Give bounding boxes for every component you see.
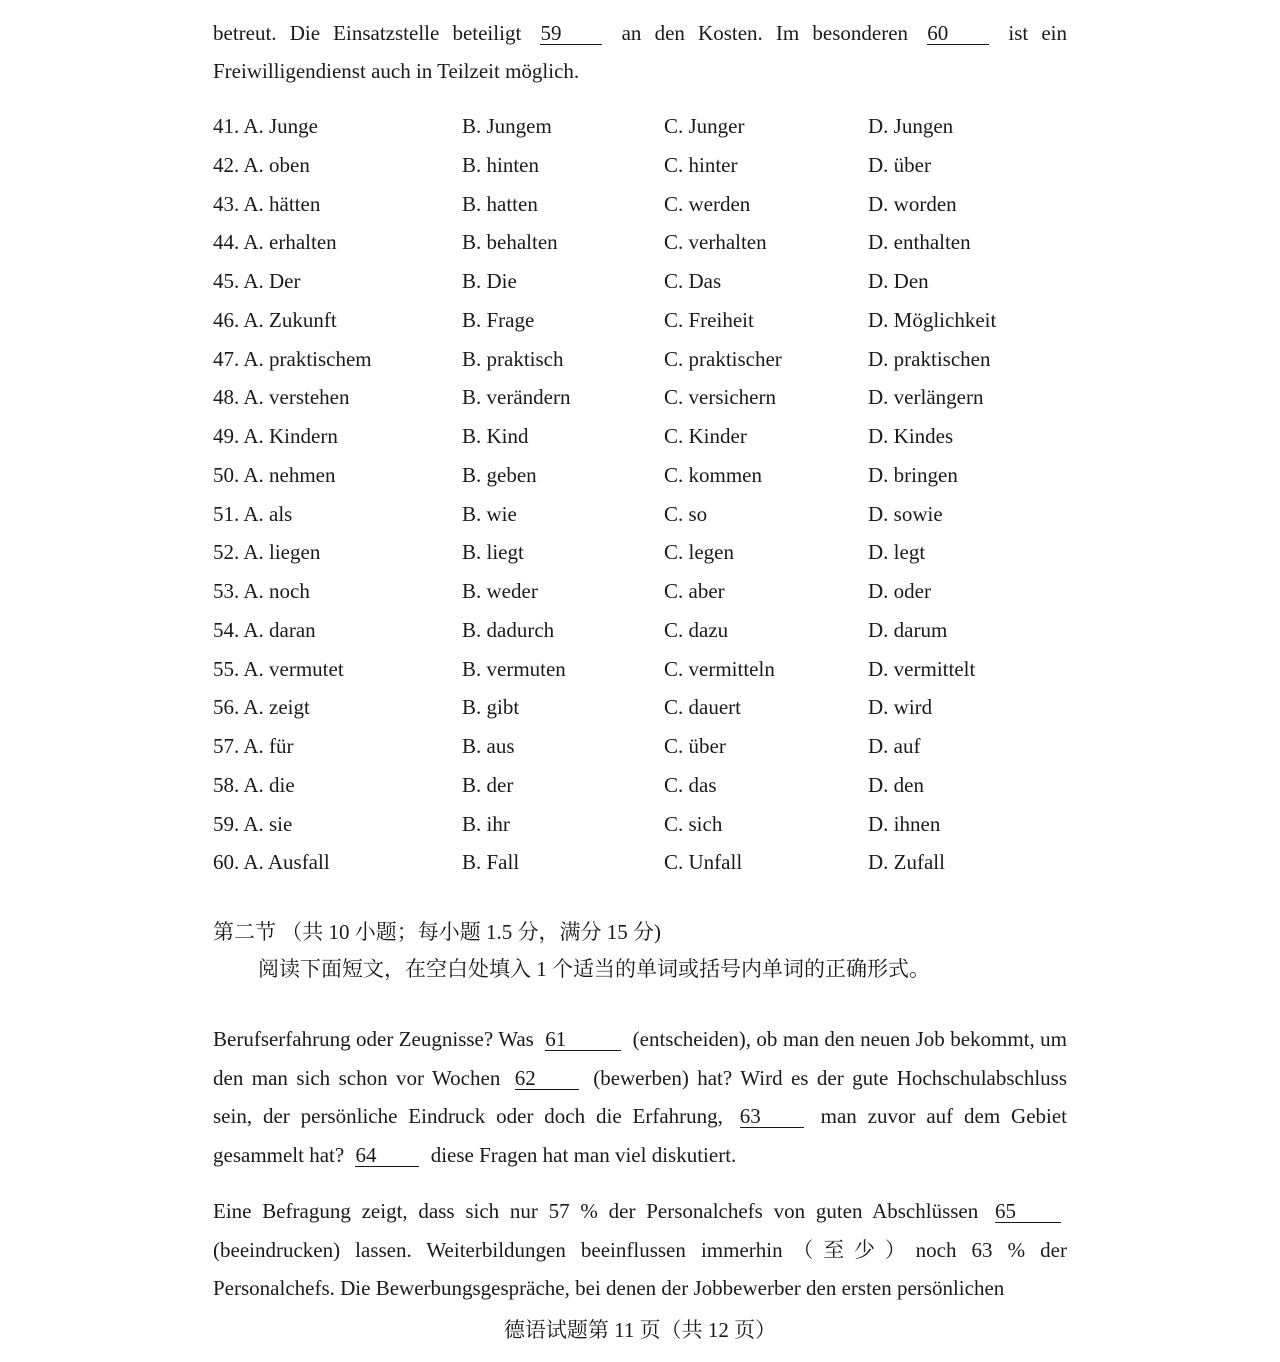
- option-a-text: A. praktischem: [243, 346, 372, 371]
- option-a-text: A. Der: [243, 269, 301, 293]
- option-a-text: A. oben: [243, 152, 310, 177]
- option-b: B. weder: [462, 579, 538, 603]
- option-b: B. geben: [462, 462, 537, 487]
- option-row: [213, 185, 1067, 224]
- option-d: D. legt: [868, 540, 926, 565]
- question-number: 51.: [213, 501, 240, 526]
- option-a-text: A. nehmen: [243, 462, 336, 487]
- question-number: 57.: [213, 734, 240, 758]
- option-row: [213, 456, 1067, 495]
- option-c: C. Unfall: [664, 850, 743, 875]
- option-row: [213, 223, 1067, 262]
- intro-paragraph: [213, 14, 1067, 53]
- option-d: D. den: [868, 772, 924, 797]
- option-a-text: A. sie: [243, 811, 293, 836]
- option-d: D. wird: [868, 695, 933, 720]
- question-number: 48.: [213, 385, 240, 410]
- section-instruction: 阅读下面短文，在空白处填入 1 个适当的单词或括号内单词的正确形式。: [258, 957, 930, 981]
- option-b: B. aus: [462, 734, 515, 758]
- option-row: [213, 611, 1067, 650]
- question-number: 44.: [213, 230, 240, 255]
- option-b: B. Fall: [462, 850, 520, 875]
- blank-61: 61: [545, 1028, 621, 1051]
- option-b: B. dadurch: [462, 617, 555, 642]
- question-number: 46.: [213, 307, 240, 332]
- option-a: [213, 805, 292, 844]
- option-row: [213, 378, 1067, 417]
- intro-text-1: betreut. Die Einsatzstelle beteiligt: [213, 21, 522, 45]
- option-b: B. liegt: [462, 540, 524, 565]
- question-number: 47.: [213, 346, 240, 371]
- option-b: B. hinten: [462, 152, 539, 177]
- option-a: [213, 611, 316, 650]
- option-c: C. dazu: [664, 617, 729, 642]
- option-a: [213, 223, 337, 262]
- option-a-text: A. die: [243, 772, 295, 797]
- option-b: B. der: [462, 772, 514, 797]
- option-b: B. vermuten: [462, 656, 566, 681]
- question-number: 49.: [213, 424, 240, 448]
- option-d: D. Zufall: [868, 850, 945, 875]
- passage1-text-2: (entscheiden), ob man den neuen Job bekommt, um den man sich schon vor Wochen: [213, 1027, 1068, 1090]
- option-row: [213, 495, 1067, 534]
- passage-paragraph-2: [213, 1192, 1067, 1308]
- option-row: [213, 417, 1067, 456]
- option-a: [213, 843, 330, 882]
- option-c: C. hinter: [664, 152, 738, 177]
- option-b: B. ihr: [462, 811, 510, 836]
- option-a: [213, 727, 294, 766]
- option-a-text: A. für: [243, 734, 294, 758]
- question-number: 54.: [213, 617, 240, 642]
- question-number: 42.: [213, 152, 240, 177]
- option-row: [213, 107, 1067, 146]
- option-d: D. Möglichkeit: [868, 307, 997, 332]
- option-a-text: A. erhalten: [243, 230, 337, 255]
- passage1-text-5: diese Fragen hat man viel diskutiert.: [430, 1143, 737, 1168]
- option-b: B. Kind: [462, 424, 529, 448]
- blank-63: 63: [740, 1105, 804, 1128]
- option-a: [213, 185, 320, 224]
- option-c: C. über: [664, 734, 726, 758]
- option-c: C. so: [664, 501, 708, 526]
- option-row: [213, 301, 1067, 340]
- blank-64: 64: [355, 1144, 419, 1167]
- option-d: D. worden: [868, 191, 957, 216]
- page-footer: 德语试题第 11 页（共 12 页）: [503, 1318, 777, 1342]
- options-list: [213, 107, 1067, 882]
- option-c: C. Freiheit: [664, 307, 754, 332]
- option-a-text: A. zeigt: [243, 695, 310, 720]
- option-d: D. sowie: [868, 501, 943, 526]
- option-a-text: A. vermutet: [243, 656, 344, 681]
- option-d: D. Den: [868, 269, 929, 293]
- question-number: 50.: [213, 462, 240, 487]
- option-a: [213, 650, 344, 689]
- passage-paragraph-1: [213, 1020, 1067, 1175]
- question-number: 45.: [213, 269, 240, 293]
- option-c: C. vermitteln: [664, 656, 775, 681]
- option-row: [213, 805, 1067, 844]
- option-row: [213, 843, 1067, 882]
- option-a: [213, 456, 336, 495]
- option-a: [213, 417, 338, 456]
- passage1-text-3: (bewerben) hat? Wird es der gute Hochschulabschluss sein, der persönliche Eindruck oder doch die Erfahrung,: [213, 1065, 1068, 1129]
- blank-59: 59: [540, 22, 602, 45]
- option-a: [213, 146, 310, 185]
- option-d: D. ihnen: [868, 811, 941, 836]
- option-c: C. werden: [664, 191, 751, 216]
- section-heading: 第二节 （共 10 小题；每小题 1.5 分，满分 15 分): [213, 920, 661, 944]
- option-c: C. das: [664, 772, 717, 797]
- option-b: B. Die: [462, 269, 517, 293]
- option-b: B. hatten: [462, 191, 538, 216]
- blank-60: 60: [927, 22, 989, 45]
- option-b: B. praktisch: [462, 346, 564, 371]
- question-number: 56.: [213, 695, 240, 720]
- option-d: D. auf: [868, 734, 921, 758]
- option-a-text: A. Ausfall: [243, 850, 330, 875]
- option-a: [213, 107, 318, 146]
- option-a-text: A. Zukunft: [243, 307, 337, 332]
- option-c: C. kommen: [664, 462, 762, 487]
- option-c: C. Junger: [664, 114, 745, 138]
- option-d: D. Jungen: [868, 114, 954, 138]
- option-c: C. versichern: [664, 385, 776, 410]
- intro-text-2: an den Kosten. Im besonderen: [621, 21, 909, 45]
- option-a: [213, 495, 292, 534]
- question-number: 53.: [213, 579, 240, 603]
- option-b: B. gibt: [462, 695, 520, 720]
- option-b: B. Jungem: [462, 114, 552, 138]
- option-d: D. darum: [868, 617, 948, 642]
- intro-text-3: ist ein: [1008, 21, 1068, 45]
- option-row: [213, 650, 1067, 689]
- option-d: D. enthalten: [868, 230, 971, 255]
- option-a-text: A. als: [243, 501, 293, 526]
- option-d: D. verlängern: [868, 385, 984, 410]
- option-row: [213, 572, 1067, 611]
- question-number: 59.: [213, 811, 240, 836]
- option-a: [213, 378, 349, 417]
- blank-62: 62: [515, 1067, 579, 1090]
- option-a: [213, 688, 310, 727]
- passage1-text-4: man zuvor auf dem Gebiet gesammelt hat?: [213, 1104, 1068, 1168]
- option-d: D. Kindes: [868, 424, 954, 448]
- intro-paragraph-line2: Freiwilligendienst auch in Teilzeit möglich.: [213, 59, 580, 83]
- option-d: D. bringen: [868, 462, 958, 487]
- option-c: C. sich: [664, 811, 723, 836]
- option-b: B. wie: [462, 501, 517, 526]
- option-d: D. praktischen: [868, 346, 991, 371]
- option-a: [213, 262, 301, 301]
- option-c: C. verhalten: [664, 230, 767, 255]
- question-number: 43.: [213, 191, 240, 216]
- option-c: C. Kinder: [664, 424, 747, 448]
- option-c: C. legen: [664, 540, 734, 565]
- option-b: B. behalten: [462, 230, 558, 255]
- option-a-text: A. daran: [243, 617, 316, 642]
- question-number: 55.: [213, 656, 240, 681]
- option-c: C. praktischer: [664, 346, 782, 371]
- option-row: [213, 262, 1067, 301]
- option-a-text: A. Junge: [243, 114, 319, 138]
- option-a-text: A. hätten: [243, 191, 321, 216]
- option-a: [213, 766, 295, 805]
- option-c: C. Das: [664, 269, 722, 293]
- question-number: 52.: [213, 540, 240, 565]
- option-row: [213, 340, 1067, 379]
- option-row: [213, 727, 1067, 766]
- question-number: 60.: [213, 850, 240, 875]
- option-b: B. verändern: [462, 385, 571, 410]
- option-a-text: A. verstehen: [243, 385, 350, 410]
- blank-65: 65: [995, 1200, 1061, 1223]
- option-a: [213, 533, 320, 572]
- option-a-text: A. Kindern: [243, 424, 338, 448]
- option-a: [213, 301, 337, 340]
- option-a: [213, 572, 310, 611]
- option-row: [213, 533, 1067, 572]
- option-row: [213, 146, 1067, 185]
- option-b: B. Frage: [462, 307, 535, 332]
- option-d: D. über: [868, 152, 931, 177]
- option-d: D. oder: [868, 579, 931, 603]
- option-d: D. vermittelt: [868, 656, 976, 681]
- option-c: C. dauert: [664, 695, 741, 720]
- passage1-text-1: Berufserfahrung oder Zeugnisse? Was: [213, 1027, 534, 1051]
- option-c: C. aber: [664, 579, 725, 603]
- option-a-text: A. liegen: [243, 540, 321, 565]
- option-a: [213, 340, 372, 379]
- option-row: [213, 766, 1067, 805]
- option-a-text: A. noch: [243, 579, 310, 603]
- option-row: [213, 688, 1067, 727]
- passage2-text-1: Eine Befragung zeigt, dass sich nur 57 % der Personalchefs von guten Abschlüssen: [213, 1199, 979, 1223]
- passage2-text-2: (beeindrucken) lassen. Weiterbildungen beeinflussen immerhin（至少）noch 63 % der Personalchefs. Die Bewerbungsgespräche, bei denen der Jobbewerber den ersten persönlichen: [213, 1237, 1067, 1301]
- question-number: 41.: [213, 114, 240, 138]
- question-number: 58.: [213, 772, 240, 797]
